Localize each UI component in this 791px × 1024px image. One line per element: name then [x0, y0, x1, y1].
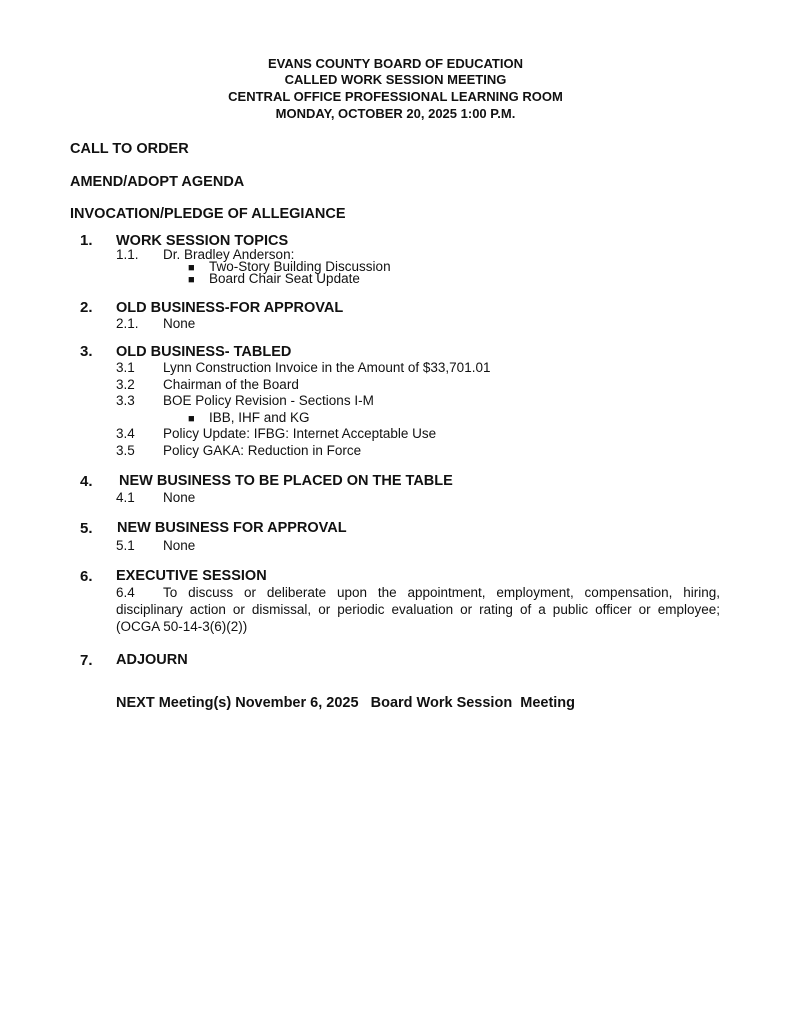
section-6-number: 6.: [80, 568, 93, 585]
item-3-4-number: 3.4: [116, 426, 135, 441]
header-line-1: EVANS COUNTY BOARD OF EDUCATION: [268, 56, 523, 71]
header-line-2: CALLED WORK SESSION MEETING: [284, 72, 507, 87]
bullet-icon: ■: [188, 413, 195, 425]
item-3-3-text: BOE Policy Revision - Sections I-M: [163, 393, 374, 408]
header-line-4: MONDAY, OCTOBER 20, 2025 1:00 P.M.: [275, 106, 516, 121]
section-1-title: WORK SESSION TOPICS: [116, 233, 289, 249]
section-3-number: 3.: [80, 343, 93, 360]
item-3-2-number: 3.2: [116, 377, 135, 392]
item-6-4-paragraph: [116, 584, 720, 635]
section-4-number: 4.: [80, 473, 93, 490]
item-1-1-number: 1.1.: [116, 247, 139, 262]
item-3-3-number: 3.3: [116, 393, 135, 408]
section-2-number: 2.: [80, 299, 93, 316]
section-3-title: OLD BUSINESS- TABLED: [116, 344, 292, 360]
item-2-1-number: 2.1.: [116, 316, 139, 331]
item-3-1-text: Lynn Construction Invoice in the Amount of $33,701.01: [163, 360, 491, 375]
section-7-number: 7.: [80, 652, 93, 669]
item-5-1-number: 5.1: [116, 538, 135, 553]
call-to-order: CALL TO ORDER: [70, 141, 189, 157]
section-4-title: NEW BUSINESS TO BE PLACED ON THE TABLE: [119, 473, 453, 489]
item-2-1-text: None: [163, 316, 196, 331]
item-3-4-text: Policy Update: IFBG: Internet Acceptable Use: [163, 426, 437, 441]
item-5-1-text: None: [163, 538, 196, 553]
section-1-number: 1.: [80, 232, 93, 249]
bullet-icon: ■: [188, 262, 195, 274]
section-2-title: OLD BUSINESS-FOR APPROVAL: [116, 300, 344, 316]
item-3-2-text: Chairman of the Board: [163, 377, 299, 392]
bullet-icon: ■: [188, 274, 195, 286]
section-5-number: 5.: [80, 520, 93, 537]
invocation-pledge: INVOCATION/PLEDGE OF ALLEGIANCE: [70, 206, 346, 222]
header-line-3: CENTRAL OFFICE PROFESSIONAL LEARNING ROOM: [228, 89, 563, 104]
item-3-1-number: 3.1: [116, 360, 135, 375]
item-3-3-sub: IBB, IHF and KG: [209, 410, 310, 425]
section-7-title: ADJOURN: [116, 652, 188, 668]
item-4-1-text: None: [163, 490, 196, 505]
item-3-5-text: Policy GAKA: Reduction in Force: [163, 443, 362, 458]
section-5-title: NEW BUSINESS FOR APPROVAL: [117, 520, 347, 536]
item-4-1-number: 4.1: [116, 490, 135, 505]
item-6-4-text: To discuss or deliberate upon the appointment, employment, compensation, hiring, disciplinary action or dismissal, or periodic evaluation or rating of a public officer or employee; (OCGA 50-14-3(6)(2)): [116, 585, 720, 634]
item-1-1-text: Dr. Bradley Anderson:: [163, 247, 295, 262]
item-6-4-number: 6.4: [116, 585, 135, 600]
amend-adopt-agenda: AMEND/ADOPT AGENDA: [70, 174, 245, 190]
next-meeting: NEXT Meeting(s) November 6, 2025 Board Work Session Meeting: [116, 695, 576, 711]
item-3-5-number: 3.5: [116, 443, 135, 458]
item-1-1-sub-1: Two-Story Building Discussion: [209, 259, 391, 274]
item-1-1-sub-2: Board Chair Seat Update: [209, 271, 360, 286]
section-6-title: EXECUTIVE SESSION: [116, 568, 267, 584]
